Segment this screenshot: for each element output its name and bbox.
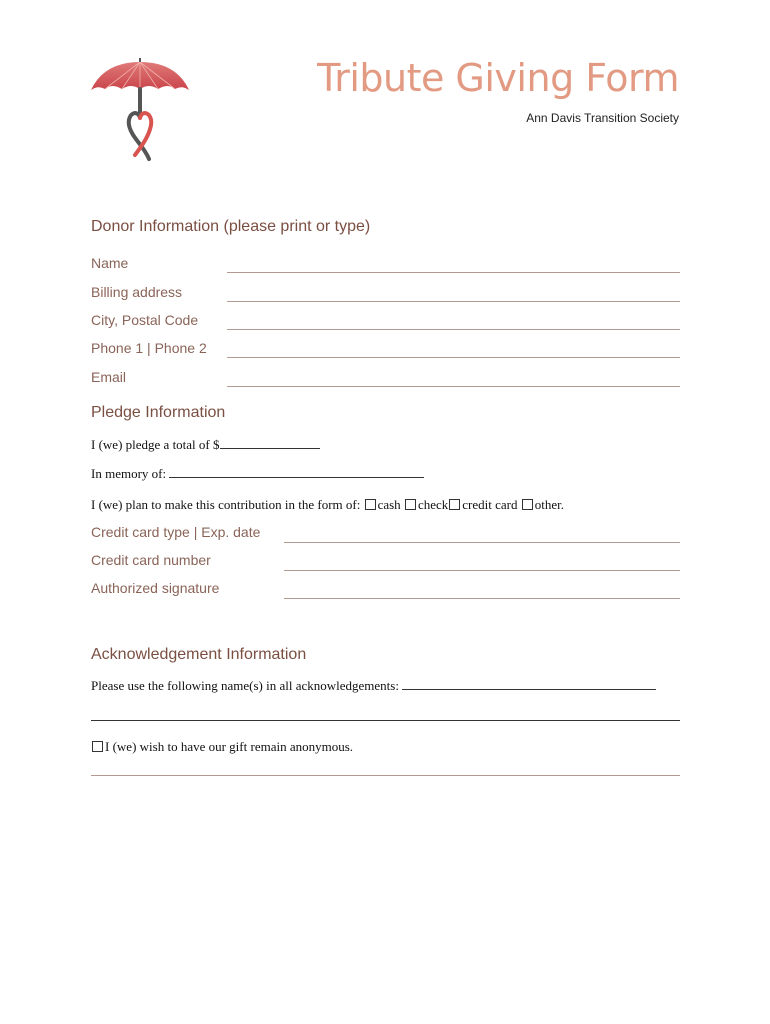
credit-card-option-label: credit card	[462, 497, 518, 512]
other-option-label: other.	[534, 497, 564, 512]
phone-label: Phone 1 | Phone 2	[91, 340, 207, 356]
check-checkbox[interactable]	[405, 499, 416, 510]
email-field[interactable]	[227, 386, 680, 387]
check-option-label: check	[417, 497, 449, 512]
in-memory-label: In memory of:	[91, 466, 167, 481]
pledge-total-field[interactable]	[220, 437, 320, 449]
pledge-section-heading: Pledge Information	[91, 404, 226, 421]
ack-names-row	[91, 678, 656, 694]
pledge-total-row	[91, 437, 320, 453]
anonymous-row	[91, 739, 353, 755]
card-type-label: Credit card type | Exp. date	[91, 524, 261, 540]
ack-names-field[interactable]	[402, 678, 656, 690]
anonymous-label: I (we) wish to have our gift remain anonymous.	[105, 739, 354, 754]
umbrella-heart-logo	[86, 58, 194, 164]
signature-field[interactable]	[284, 598, 680, 599]
signature-label: Authorized signature	[91, 580, 220, 596]
in-memory-field[interactable]	[169, 466, 424, 478]
in-memory-row	[91, 466, 424, 482]
card-number-label: Credit card number	[91, 552, 211, 568]
city-postal-label: City, Postal Code	[91, 312, 199, 328]
contribution-form-row	[91, 497, 564, 513]
acknowledgement-section-heading: Acknowledgement Information	[91, 646, 307, 663]
card-number-field[interactable]	[284, 570, 680, 571]
name-field[interactable]	[227, 272, 680, 273]
bottom-divider	[91, 775, 680, 776]
ack-names-line-2[interactable]	[91, 720, 680, 721]
ack-names-label: Please use the following name(s) in all acknowledgements:	[91, 678, 399, 693]
cash-checkbox[interactable]	[365, 499, 376, 510]
form-title: Tribute Giving Form	[317, 56, 679, 100]
other-checkbox[interactable]	[522, 499, 533, 510]
anonymous-checkbox[interactable]	[92, 741, 103, 752]
phone-field[interactable]	[227, 357, 680, 358]
billing-address-field[interactable]	[227, 301, 680, 302]
organization-name: Ann Davis Transition Society	[526, 111, 679, 125]
billing-address-label: Billing address	[91, 284, 183, 300]
credit-card-checkbox[interactable]	[449, 499, 460, 510]
pledge-total-label: I (we) pledge a total of $	[91, 437, 220, 452]
cash-option-label: cash	[377, 497, 401, 512]
contribution-form-label: I (we) plan to make this contribution in the form of:	[91, 497, 361, 512]
name-label: Name	[91, 255, 129, 271]
card-type-field[interactable]	[284, 542, 680, 543]
city-postal-field[interactable]	[227, 329, 680, 330]
donor-section-heading: Donor Information (please print or type)	[91, 218, 371, 235]
email-label: Email	[91, 369, 127, 385]
